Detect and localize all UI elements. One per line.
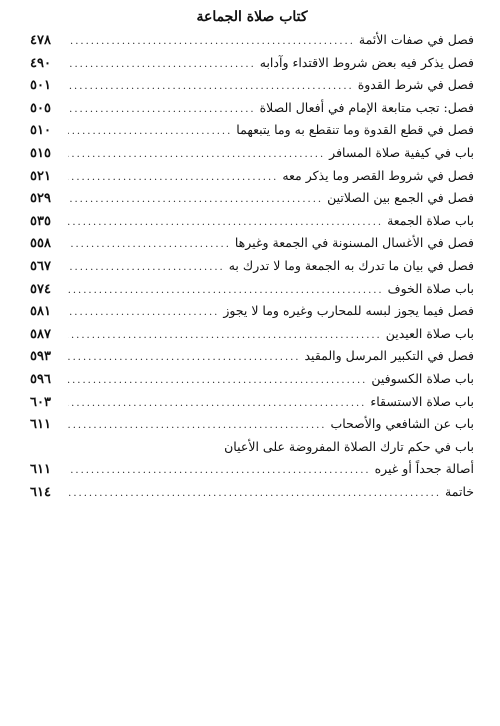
toc-entry bbox=[30, 29, 474, 52]
dot-leader bbox=[68, 257, 225, 278]
toc-page-number: ٥٩٦ bbox=[30, 371, 51, 387]
toc-entry bbox=[30, 232, 474, 255]
dot-leader bbox=[68, 76, 354, 97]
toc-page-number: ٥١٠ bbox=[30, 123, 51, 139]
toc-entry bbox=[30, 52, 474, 75]
toc-entry bbox=[30, 436, 474, 459]
toc-entry-title: باب صلاة الاستسقاء bbox=[370, 393, 474, 409]
toc-page bbox=[30, 6, 474, 503]
toc-entry-title: باب صلاة الكسوفين bbox=[371, 370, 474, 386]
toc-entry bbox=[30, 165, 474, 188]
toc-page-number: ٤٧٨ bbox=[30, 33, 51, 48]
toc-entry bbox=[30, 97, 474, 120]
dot-leader bbox=[68, 415, 326, 436]
toc-entry-title: باب عن الشافعي والأصحاب bbox=[330, 416, 474, 432]
toc-entry bbox=[30, 323, 474, 346]
dot-leader bbox=[68, 234, 231, 255]
dot-leader bbox=[68, 121, 232, 142]
dot-leader bbox=[68, 31, 355, 52]
dot-leader bbox=[68, 325, 382, 346]
dot-leader bbox=[68, 370, 367, 391]
toc-entry-title: فصل في شروط القصر وما يذكر معه bbox=[282, 167, 474, 183]
toc-entry-title: باب صلاة الخوف bbox=[387, 280, 474, 296]
toc-entry-title: فصل في قطع القدوة وما تنقطع به وما يتبعهما bbox=[236, 122, 474, 138]
toc-page-number: ٥٦٧ bbox=[30, 258, 51, 274]
toc-page-number: ٥٨١ bbox=[30, 304, 51, 320]
toc-page-number: ٥٠١ bbox=[30, 78, 51, 94]
dot-leader bbox=[68, 302, 219, 323]
toc-entry-title: خاتمة bbox=[445, 483, 474, 499]
toc-entry bbox=[30, 391, 474, 414]
toc-entry-title: باب صلاة العيدين bbox=[385, 325, 474, 341]
toc-entry bbox=[30, 278, 474, 301]
toc-page-number: ٦١١ bbox=[30, 462, 51, 478]
dot-leader bbox=[68, 460, 371, 481]
toc-entry-title: فصل يذكر فيه بعض شروط الاقتداء وآدابه bbox=[259, 54, 474, 70]
toc-page-number: ٦١١ bbox=[30, 417, 51, 433]
toc-entry-title: فصل في شرط القدوة bbox=[357, 77, 474, 93]
toc-entry-title: أصالة جحداً أو غيره bbox=[374, 461, 474, 477]
toc-entry bbox=[30, 119, 474, 142]
toc-page-number: ٥٢٩ bbox=[30, 191, 51, 207]
toc-entry-title: فصل فيما يجوز لبسه للمحارب وغيره وما لا يجوز bbox=[223, 303, 474, 319]
dot-leader bbox=[68, 99, 256, 120]
toc-entry-title: باب في حكم تارك الصلاة المفروضة على الأعيان bbox=[224, 438, 474, 454]
toc-entry-title: فصل: تجب متابعة الإمام في أفعال الصلاة bbox=[259, 99, 474, 115]
toc-entry bbox=[30, 368, 474, 391]
toc-entry bbox=[30, 187, 474, 210]
table-of-contents bbox=[30, 29, 474, 503]
toc-entry bbox=[30, 300, 474, 323]
toc-entry-title: فصل في الجمع بين الصلاتين bbox=[327, 190, 474, 206]
dot-leader bbox=[68, 483, 441, 504]
toc-page-number: ٥٣٥ bbox=[30, 213, 51, 229]
dot-leader bbox=[68, 347, 300, 368]
toc-entry bbox=[30, 481, 474, 504]
toc-entry-title: باب صلاة الجمعة bbox=[387, 212, 474, 228]
toc-entry bbox=[30, 74, 474, 97]
toc-page-number: ٥٩٣ bbox=[30, 349, 51, 365]
toc-page-number: ٥٥٨ bbox=[30, 236, 51, 252]
toc-entry-title: فصل في بيان ما تدرك به الجمعة وما لا تدرك به bbox=[228, 257, 474, 273]
toc-entry bbox=[30, 210, 474, 233]
toc-page-number: ٤٩٠ bbox=[30, 55, 51, 71]
dot-leader bbox=[68, 144, 325, 165]
dot-leader bbox=[68, 280, 384, 301]
toc-page-number: ٥٧٤ bbox=[30, 281, 51, 297]
dot-leader bbox=[68, 393, 366, 414]
page-title: كتاب صلاة الجماعة bbox=[196, 9, 308, 25]
toc-entry-title: فصل في صفات الأئمة bbox=[358, 32, 474, 47]
dot-leader bbox=[68, 212, 383, 233]
dot-leader bbox=[68, 167, 278, 188]
toc-entry bbox=[30, 345, 474, 368]
toc-entry-title: فصل في الأغسال المسنونة في الجمعة وغيرها bbox=[234, 235, 474, 251]
toc-page-number: ٦٠٣ bbox=[30, 394, 51, 410]
toc-page-number: ٦١٤ bbox=[30, 484, 51, 500]
toc-entry bbox=[30, 142, 474, 165]
toc-entry-title: فصل في التكبير المرسل والمقيد bbox=[304, 348, 474, 364]
toc-page-number: ٥١٥ bbox=[30, 145, 51, 161]
toc-entry bbox=[30, 413, 474, 436]
toc-entry-title: باب في كيفية صلاة المسافر bbox=[329, 144, 474, 160]
dot-leader bbox=[68, 189, 323, 210]
toc-page-number: ٥٠٥ bbox=[30, 100, 51, 116]
toc-entry bbox=[30, 255, 474, 278]
dot-leader bbox=[68, 54, 256, 75]
toc-entry bbox=[30, 458, 474, 481]
toc-page-number: ٥٢١ bbox=[30, 168, 51, 184]
toc-page-number: ٥٨٧ bbox=[30, 326, 51, 342]
